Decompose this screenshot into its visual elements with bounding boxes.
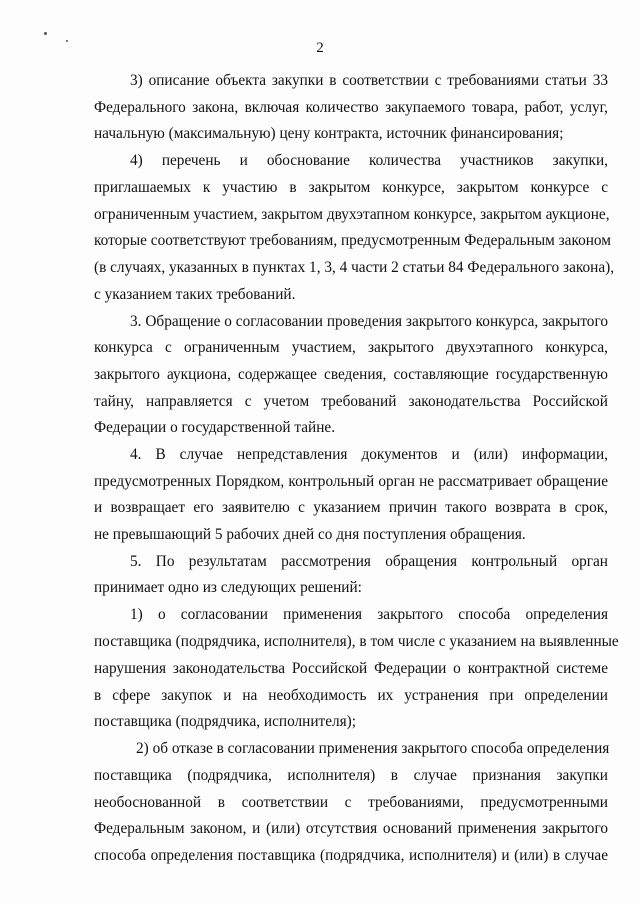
text-line: 3) описание объекта закупки в соответствии с требованиями статьи 33	[130, 72, 608, 89]
text-line: начальную (максимальную) цену контракта, источник финансирования;	[94, 125, 564, 142]
text-line: Федерального закона, включая количество закупаемого товара, работ, услуг,	[94, 99, 608, 116]
scan-speck	[44, 32, 47, 35]
text-line: 4. В случае непредставления документов и (или) информации,	[130, 446, 608, 463]
text-line: приглашаемых к участию в закрытом конкурсе, закрытом конкурсе с	[94, 179, 608, 196]
text-line: Федеральным законом, и (или) отсутствия оснований применения закрытого	[94, 820, 608, 837]
text-line: которые соответствуют требованиям, предусмотренным Федеральным законом	[94, 232, 611, 249]
text-line: необоснованной в соответствии с требованиями, предусмотренными	[94, 794, 608, 811]
text-line: конкурса с ограниченным участием, закрытого двухэтапного конкурса,	[94, 339, 608, 356]
text-line: не превышающий 5 рабочих дней со дня поступления обращения.	[94, 526, 526, 543]
text-line: поставщика (подрядчика, исполнителя) в случае признания закупки	[94, 767, 608, 784]
text-line: тайну, направляется с учетом требований законодательства Российской	[94, 393, 608, 410]
text-line: поставщика (подрядчика, исполнителя);	[94, 713, 357, 730]
text-line: 2) об отказе в согласовании применения закрытого способа определения	[136, 740, 610, 757]
text-line: в сфере закупок и на необходимость их устранения при определении	[94, 687, 608, 704]
text-line: нарушения законодательства Российской Федерации о контрактной системе	[94, 660, 608, 677]
text-line: (в случаях, указанных в пунктах 1, 3, 4 части 2 статьи 84 Федерального закона),	[94, 259, 615, 276]
text-line: закрытого аукциона, содержащее сведения, составляющие государственную	[94, 366, 608, 383]
text-line: 1) о согласовании применения закрытого способа определения	[130, 606, 608, 623]
text-line: 3. Обращение о согласовании проведения закрытого конкурса, закрытого	[130, 313, 608, 330]
page-number: 2	[316, 40, 324, 56]
text-line: предусмотренных Порядком, контрольный орган не рассматривает обращение	[94, 473, 608, 490]
text-line: способа определения поставщика (подрядчика, исполнителя) и (или) в случае	[94, 847, 608, 864]
text-line: принимает одно из следующих решений:	[94, 579, 362, 596]
text-line: поставщика (подрядчика, исполнителя), в том числе с указанием на выявленные	[94, 633, 619, 650]
text-line: ограниченным участием, закрытом двухэтапном конкурсе, закрытом аукционе,	[94, 206, 610, 223]
text-line: с указанием таких требований.	[94, 286, 296, 303]
text-line: Федерации о государственной тайне.	[94, 419, 336, 436]
text-line: 4) перечень и обоснование количества участников закупки,	[130, 152, 608, 169]
text-line: и возвращает его заявителю с указанием причин такого возврата в срок,	[94, 499, 608, 516]
text-line: 5. По результатам рассмотрения обращения контрольный орган	[130, 553, 608, 570]
